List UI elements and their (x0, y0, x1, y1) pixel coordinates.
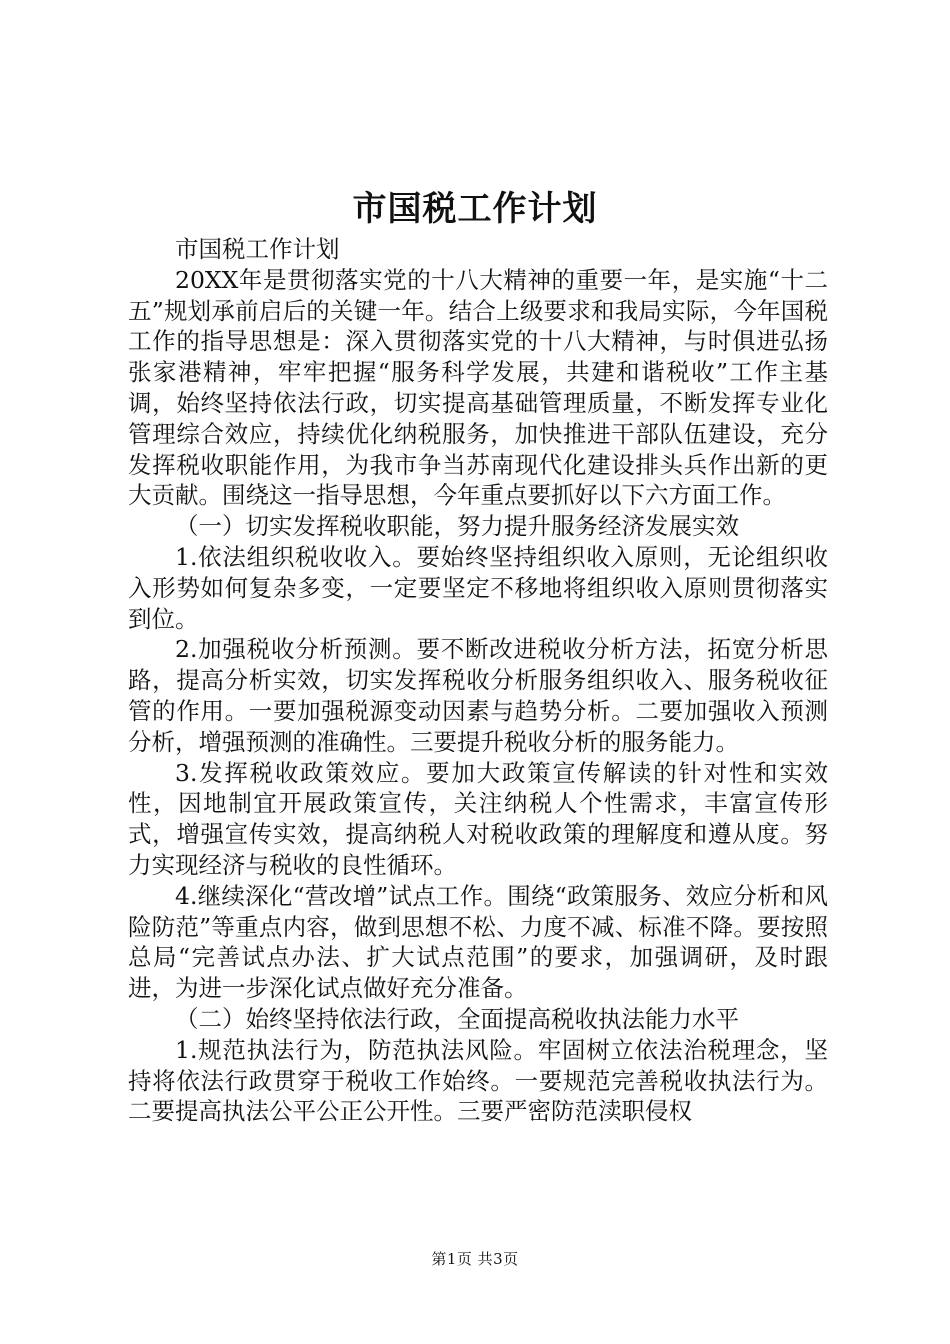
section-heading: （二）始终坚持依法行政，全面提高税收执法能力水平 (175, 1004, 739, 1033)
body-paragraph: 市国税工作计划 (175, 235, 340, 263)
section-heading: （一）切实发挥税收职能，努力提升服务经济发展实效 (175, 512, 739, 541)
body-paragraph: 1.依法组织税收收入。要始终坚持组织收入原则，无论组织收入形势如何复杂多变，一定要坚定不移地将组织收入原则贯彻落实到位。 (128, 542, 828, 633)
body-paragraph: 2.加强税收分析预测。要不断改进税收分析方法，拓宽分析思路，提高分析实效，切实发挥税收分析服务组织收入、服务税收征管的作用。一要加强税源变动因素与趋势分析。二要加强收入预测分析，增强预测的准确性。三要提升税收分析的服务能力。 (128, 635, 828, 756)
body-paragraph: 4.继续深化“营改增”试点工作。围绕“政策服务、效应分析和风险防范”等重点内容，做到思想不松、力度不减、标准不降。要按照总局“完善试点办法、扩大试点范围”的要求，加强调研，及时跟进，为进一步深化试点做好充分准备。 (128, 881, 828, 1003)
body-paragraph: 1.规范执法行为，防范执法风险。牢固树立依法治税理念，坚持将依法行政贯穿于税收工作始终。一要规范完善税收执法行为。二要提高执法公平公正公开性。三要严密防范渎职侵权 (128, 1035, 828, 1126)
document-title: 市国税工作计划 (352, 189, 598, 229)
document-body (128, 234, 828, 1127)
body-paragraph: 20XX年是贯彻落实党的十八大精神的重要一年，是实施“十二五”规划承前启后的关键一年。结合上级要求和我局实际，今年国税工作的指导思想是：深入贯彻落实党的十八大精神，与时俱进弘扬张家港精神，牢牢把握“服务科学发展，共建和谐税收”工作主基调，始终坚持依法行政，切实提高基础管理质量，不断发挥专业化管理综合效应，持续优化纳税服务，加快推进干部队伍建设，充分发挥税收职能作用，为我市争当苏南现代化建设排头兵作出新的更大贡献。围绕这一指导思想，今年重点要抓好以下六方面工作。 (128, 265, 828, 510)
body-paragraph: 3.发挥税收政策效应。要加大政策宣传解读的针对性和实效性，因地制宜开展政策宣传，关注纳税人个性需求，丰富宣传形式，增强宣传实效，提高纳税人对税收政策的理解度和遵从度。努力实现经济与税收的良性循环。 (128, 758, 828, 879)
page-number-footer: 第1页 共3页 (431, 1250, 519, 1268)
